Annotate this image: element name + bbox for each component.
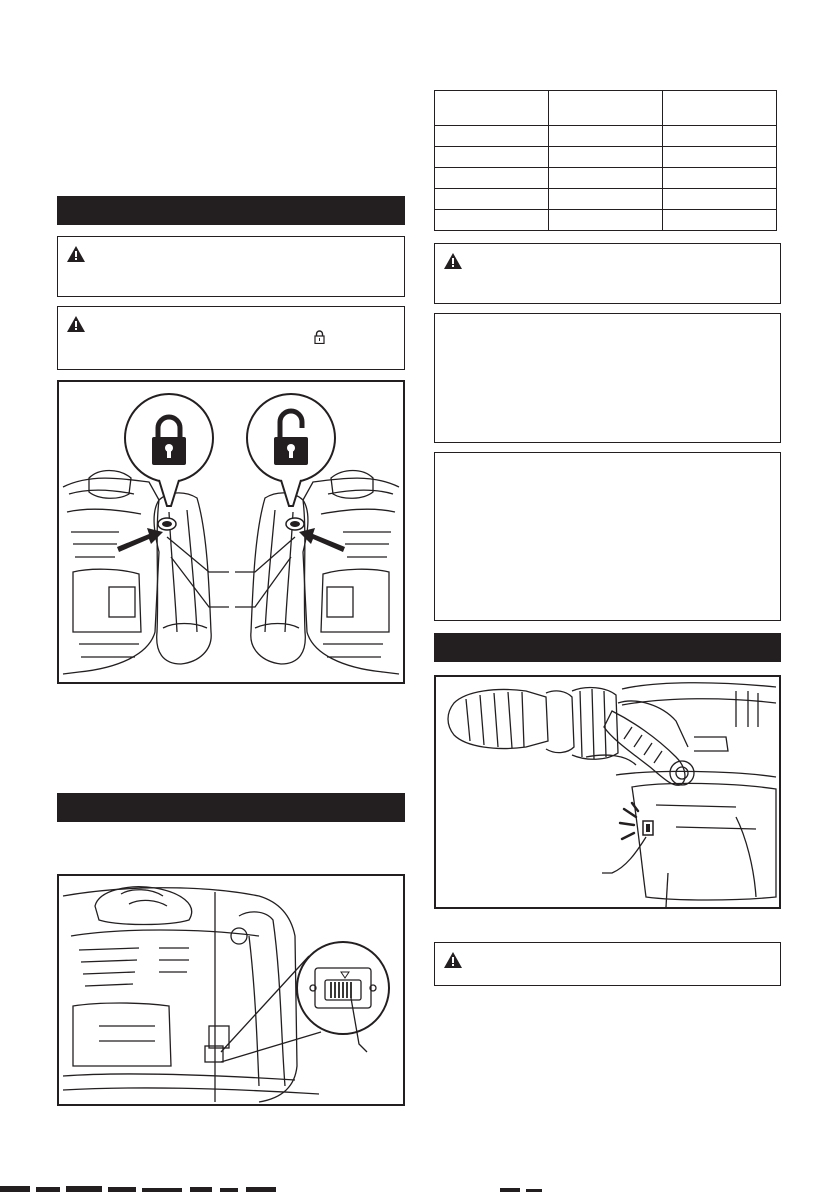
speed-dial-figure (57, 874, 405, 1106)
note-box (434, 313, 781, 443)
warning-triangle-icon (67, 246, 85, 262)
section-header-bar (57, 793, 405, 822)
warning-triangle-icon (67, 316, 85, 332)
warning-triangle-icon (444, 253, 462, 269)
lock-unlock-illustration (59, 382, 403, 682)
table-row (435, 147, 777, 168)
indicator-lamp-figure (434, 675, 781, 909)
lock-closed-icon (314, 330, 325, 344)
table-row (435, 210, 777, 231)
section-header-bar (57, 196, 405, 225)
lock-unlock-figure (57, 380, 405, 684)
table-row (435, 126, 777, 147)
indicator-lamp-illustration (436, 677, 779, 907)
caution-box (434, 942, 781, 986)
caution-box (57, 236, 405, 297)
bottom-cropped-text-strip (0, 1184, 840, 1192)
table-row (435, 91, 777, 126)
speed-dial-illustration (59, 876, 403, 1104)
caution-box (434, 243, 781, 304)
caution-box (57, 306, 405, 370)
warning-triangle-icon (444, 952, 462, 968)
section-header-bar (434, 633, 781, 662)
table-row (435, 189, 777, 210)
note-box (434, 452, 781, 621)
table-row (435, 168, 777, 189)
spec-table (434, 90, 777, 231)
